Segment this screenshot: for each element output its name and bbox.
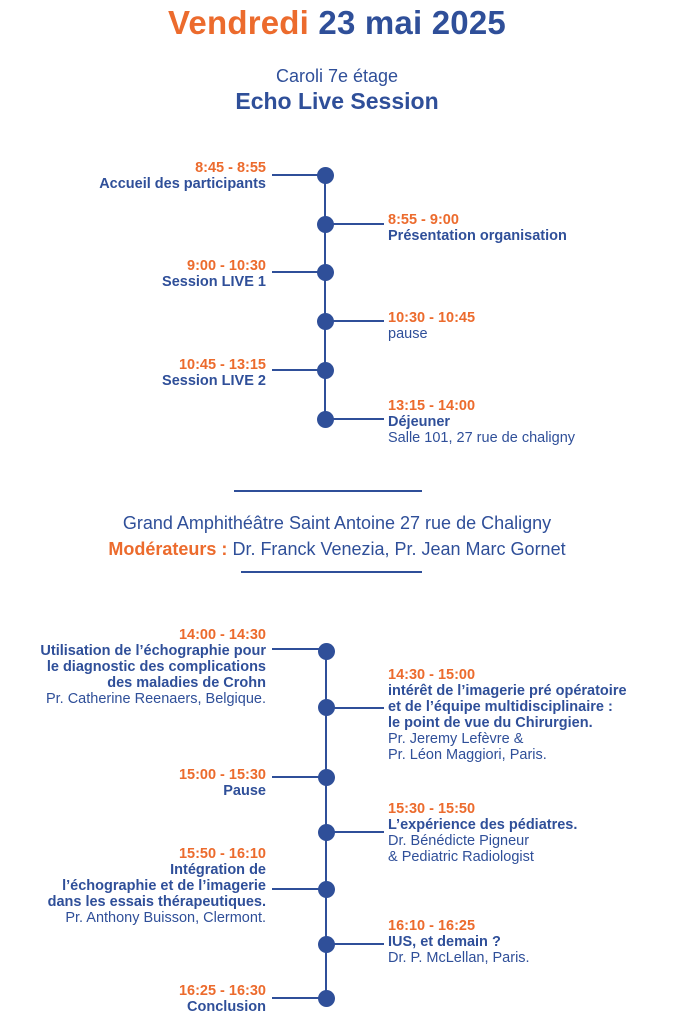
event-title: L’expérience des pédiatres. [388, 817, 578, 833]
event-title: Pause [223, 783, 266, 799]
event-title: Session LIVE 2 [162, 373, 266, 389]
event-title: le diagnostic des complications [46, 659, 266, 675]
event-time: 15:00 - 15:30 [178, 767, 266, 783]
timeline-2-dot [318, 990, 335, 1007]
timeline-1-connector [325, 320, 384, 322]
timeline-2-connector [272, 888, 326, 890]
moderators-names: Dr. Franck Venezia, Pr. Jean Marc Gornet [227, 539, 566, 559]
timeline-1-connector [272, 369, 325, 371]
timeline-2-event [388, 801, 577, 865]
title-day: Vendredi [168, 4, 310, 41]
event-speaker: Salle 101, 27 rue de chaligny [388, 430, 576, 446]
timeline-2-event [48, 846, 266, 926]
event-time: 16:10 - 16:25 [388, 918, 476, 934]
timeline-2-connector [326, 831, 384, 833]
event-speaker: Dr. Bénédicte Pigneur [388, 833, 530, 849]
event-speaker: Pr. Jeremy Lefèvre & [388, 731, 524, 747]
timeline-1-dot [317, 362, 334, 379]
moderators-label: Modérateurs : [108, 539, 228, 559]
timeline-2-dot [318, 824, 335, 841]
event-title: le point de vue du Chirurgien. [388, 715, 593, 731]
timeline-1-event [99, 160, 266, 192]
timeline-2-event [179, 767, 266, 799]
moderators-line [0, 539, 674, 560]
timeline-1-connector [272, 174, 325, 176]
event-title: Intégration de [170, 862, 266, 878]
event-time: 15:30 - 15:50 [388, 801, 476, 817]
timeline-1-event [388, 398, 575, 446]
divider-top [234, 490, 422, 492]
event-title: Conclusion [187, 999, 266, 1015]
timeline-2-event [388, 918, 530, 966]
timeline-1-event [388, 310, 475, 342]
timeline-1-event [388, 212, 567, 244]
event-title: Déjeuner [388, 414, 451, 430]
event-title: Accueil des participants [99, 176, 266, 192]
event-title: Session LIVE 1 [162, 274, 266, 290]
event-title: dans les essais thérapeutiques. [47, 894, 266, 910]
event-time: 8:55 - 9:00 [388, 212, 459, 228]
timeline-1-dot [317, 167, 334, 184]
timeline-2-connector [326, 707, 384, 709]
event-time: 8:45 - 8:55 [195, 160, 266, 176]
event-time: 10:45 - 13:15 [178, 357, 266, 373]
event-title: et de l’équipe multidisciplinaire : [388, 699, 613, 715]
event-speaker: & Pediatric Radiologist [388, 849, 534, 865]
event-speaker: Pr. Anthony Buisson, Clermont. [65, 910, 266, 926]
timeline-2-event [179, 983, 266, 1015]
event-time: 10:30 - 10:45 [388, 310, 476, 326]
event-title: Présentation organisation [388, 228, 567, 244]
timeline-2-event [388, 667, 627, 763]
divider-bottom [241, 571, 422, 573]
timeline-2-dot [318, 769, 335, 786]
timeline-1-connector [272, 271, 325, 273]
event-title: l’échographie et de l’imagerie [62, 878, 266, 894]
timeline-1-dot [317, 313, 334, 330]
timeline-1-dot [317, 216, 334, 233]
timeline-2-dot [318, 936, 335, 953]
location-label: Caroli 7e étage [275, 66, 399, 86]
timeline-1-event [162, 258, 266, 290]
timeline-2-connector [272, 776, 326, 778]
timeline-1-connector [325, 223, 384, 225]
event-speaker: pause [388, 326, 428, 342]
timeline-1-connector [325, 418, 384, 420]
event-time: 16:25 - 16:30 [178, 983, 266, 999]
timeline-1-dot [317, 264, 334, 281]
timeline-2-event [40, 627, 266, 707]
page-title [0, 4, 674, 42]
timeline-2-connector [272, 997, 326, 999]
event-time: 15:50 - 16:10 [178, 846, 266, 862]
event-title: Utilisation de l’échographie pour [40, 643, 266, 659]
timeline-1-axis [324, 174, 326, 420]
event-title: des maladies de Crohn [107, 675, 266, 691]
event-title: IUS, et demain ? [388, 934, 501, 950]
event-speaker: Pr. Léon Maggiori, Paris. [388, 747, 547, 763]
timeline-2-connector [326, 943, 384, 945]
timeline-1-dot [317, 411, 334, 428]
event-speaker: Pr. Catherine Reenaers, Belgique. [45, 691, 266, 707]
timeline-2-dot [318, 643, 335, 660]
timeline-2-dot [318, 881, 335, 898]
title-date: 23 mai 2025 [318, 4, 506, 41]
event-time: 14:30 - 15:00 [388, 667, 476, 683]
session-title: Echo Live Session [235, 88, 439, 114]
venue-label: Grand Amphithéâtre Saint Antoine 27 rue de Chaligny [122, 513, 552, 533]
timeline-1-event [162, 357, 266, 389]
event-title: intérêt de l’imagerie pré opératoire [388, 683, 627, 699]
event-time: 14:00 - 14:30 [178, 627, 266, 643]
event-time: 9:00 - 10:30 [187, 258, 266, 274]
event-time: 13:15 - 14:00 [388, 398, 476, 414]
timeline-2-connector [272, 648, 326, 650]
event-speaker: Dr. P. McLellan, Paris. [388, 950, 530, 966]
